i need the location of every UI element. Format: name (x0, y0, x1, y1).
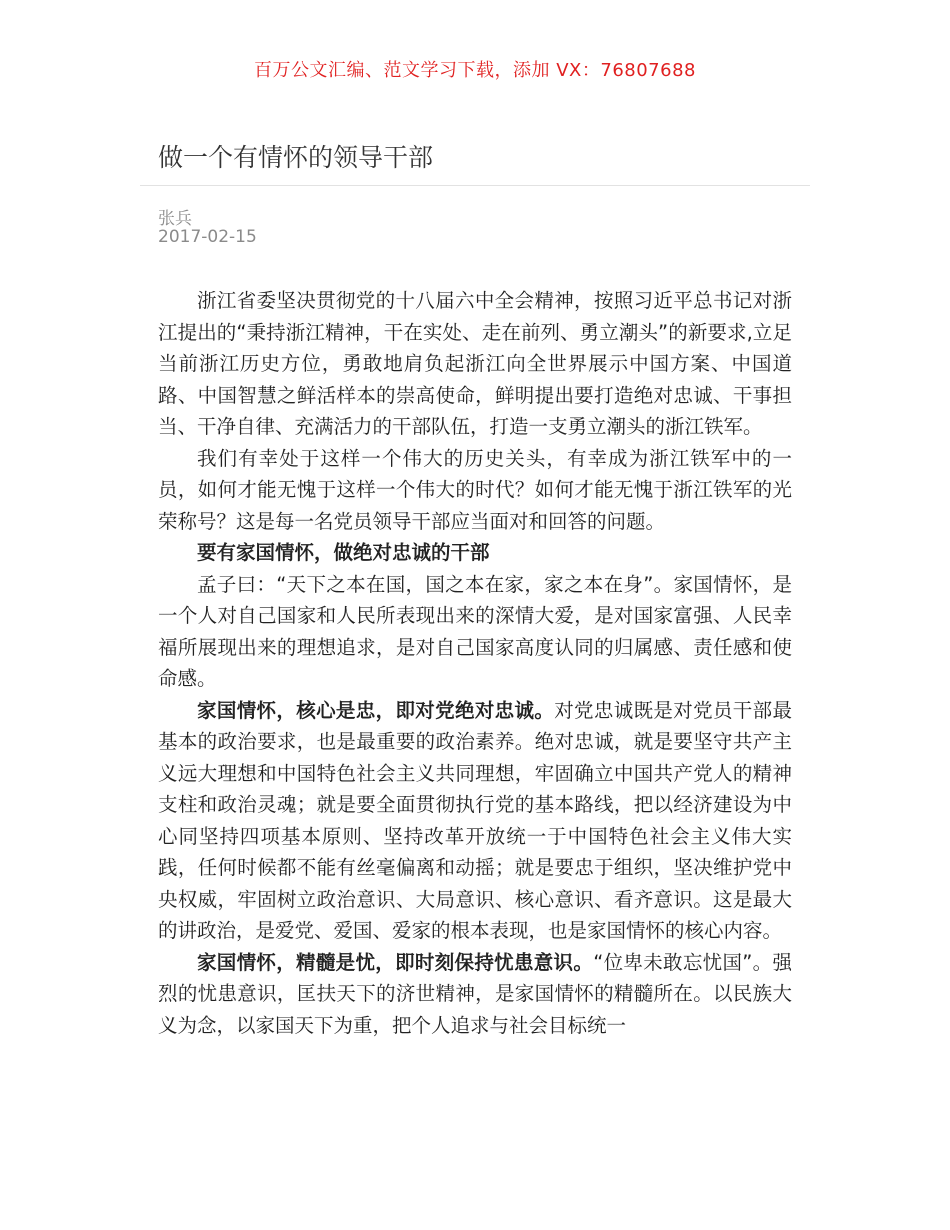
article-title: 做一个有情怀的领导干部 (158, 143, 434, 172)
article-body (158, 285, 792, 1041)
publish-date: 2017-02-15 (158, 227, 257, 247)
section-heading: 要有家国情怀，做绝对忠诚的干部 (197, 541, 490, 564)
author-name: 张兵 (158, 209, 192, 229)
paragraph: 家国情怀，精髓是忧，即时刻保持忧患意识。“位卑未敢忘忧国”。强烈的忧患意识，匡扶天下的济世精神，是家国情怀的精髓所在。以民族大义为念，以家国天下为重，把个人追求与社会目标统一 (158, 950, 792, 1037)
paragraph: 浙江省委坚决贯彻党的十八届六中全会精神，按照习近平总书记对浙江提出的“秉持浙江精神，干在实处、走在前列、勇立潮头”的新要求,立足当前浙江历史方位，勇敢地肩负起浙江向全世界展示中国方案、中国道路、中国智慧之鲜活样本的崇高使命，鲜明提出要打造绝对忠诚、干事担当、干净自律、充满活力的干部队伍，打造一支勇立潮头的浙江铁军。 (158, 289, 792, 438)
title-divider (140, 185, 810, 186)
paragraph: 家国情怀，核心是忠，即对党绝对忠诚。对党忠诚既是对党员干部最基本的政治要求，也是最重要的政治素养。绝对忠诚，就是要坚守共产主义远大理想和中国特色社会主义共同理想，牢固确立中国共产党人的精神支柱和政治灵魂；就是要全面贯彻执行党的基本路线，把以经济建设为中心同坚持四项基本原则、坚持改革开放统一于中国特色社会主义伟大实践，任何时候都不能有丝毫偏离和动摇；就是要忠于组织，坚决维护党中央权威，牢固树立政治意识、大局意识、核心意识、看齐意识。这是最大的讲政治，是爱党、爱国、爱家的根本表现，也是家国情怀的核心内容。 (158, 698, 792, 942)
watermark-banner: 百万公文汇编、范文学习下载，添加 VX：76807688 (254, 60, 696, 81)
paragraph: 我们有幸处于这样一个伟大的历史关头，有幸成为浙江铁军中的一员，如何才能无愧于这样一个伟大的时代？如何才能无愧于浙江铁军的光荣称号？这是每一名党员领导干部应当面对和回答的问题。 (158, 446, 792, 533)
paragraph: 孟子曰：“天下之本在国，国之本在家，家之本在身”。家国情怀，是一个人对自己国家和人民所表现出来的深情大爱，是对国家富强、人民幸福所展现出来的理想追求，是对自己国家高度认同的归属感、责任感和使命感。 (158, 572, 792, 690)
